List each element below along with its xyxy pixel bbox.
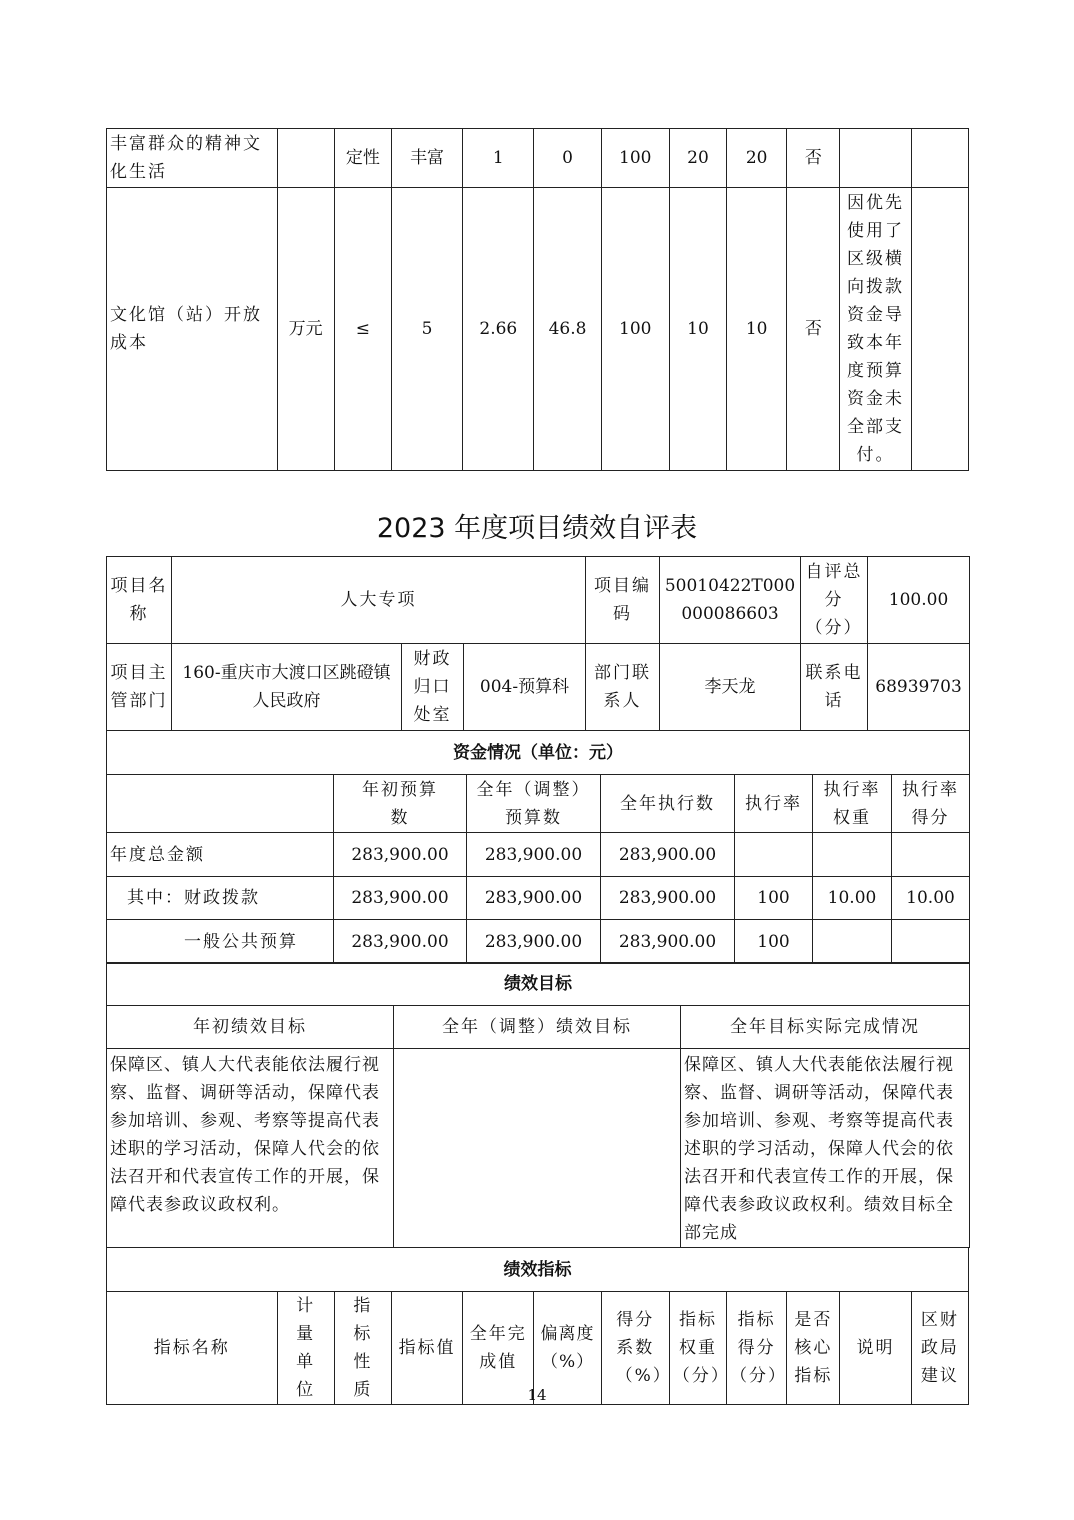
funds-header-executed: 全年执行数 — [601, 775, 735, 833]
funds-table — [106, 730, 970, 964]
table-row — [107, 920, 970, 964]
ind-header-score: 指标得分（分） — [727, 1292, 787, 1405]
project-code: 50010422T000000086603 — [660, 557, 801, 644]
funds-executed: 283,900.00 — [601, 920, 735, 964]
finance-label: 财政归口处室 — [402, 644, 464, 731]
funds-header-rate: 执行率 — [735, 775, 813, 833]
indicator-weight: 10 — [669, 188, 726, 471]
table-row — [107, 877, 970, 920]
table-row — [107, 1248, 969, 1292]
table-row — [107, 557, 970, 644]
indicator-target: 5 — [391, 188, 462, 471]
indicator-actual: 2.66 — [463, 188, 534, 471]
indicator-score: 20 — [727, 129, 787, 188]
funds-initial: 283,900.00 — [334, 877, 467, 920]
funds-initial: 283,900.00 — [334, 833, 467, 877]
dept-label: 项目主管部门 — [107, 644, 172, 731]
goals-header-actual: 全年目标实际完成情况 — [681, 1006, 970, 1049]
self-score-label: 自评总分（分） — [801, 557, 868, 644]
table-row — [107, 775, 970, 833]
goals-table — [106, 962, 970, 1248]
indicators-section-title: 绩效指标 — [107, 1248, 969, 1292]
ind-header-nature: 指标性质 — [334, 1292, 391, 1405]
funds-executed: 283,900.00 — [601, 877, 735, 920]
funds-header-adjusted: 全年（调整）预算数 — [467, 775, 601, 833]
indicator-actual: 1 — [463, 129, 534, 188]
indicator-unit: 万元 — [277, 188, 334, 471]
indicator-nature: ≤ — [334, 188, 391, 471]
indicator-advice — [911, 129, 968, 188]
funds-weight: 10.00 — [813, 877, 892, 920]
funds-rate — [735, 833, 813, 877]
funds-score: 10.00 — [892, 877, 970, 920]
funds-initial: 283,900.00 — [334, 920, 467, 964]
funds-row-label: 年度总金额 — [107, 833, 334, 877]
funds-rate: 100 — [735, 920, 813, 964]
indicator-core: 否 — [787, 188, 840, 471]
ind-header-advice: 区财政局建议 — [911, 1292, 968, 1405]
funds-adjusted: 283,900.00 — [467, 920, 601, 964]
funds-adjusted: 283,900.00 — [467, 833, 601, 877]
contact-label: 部门联系人 — [586, 644, 660, 731]
finance: 004-预算科 — [464, 644, 586, 731]
goals-header-adjusted: 全年（调整）绩效目标 — [394, 1006, 681, 1049]
indicator-continuation-table — [106, 128, 969, 471]
indicator-coef: 100 — [601, 129, 669, 188]
indicator-nature: 定性 — [334, 129, 391, 188]
page-number: 14 — [527, 1386, 547, 1404]
funds-header-initial: 年初预算数 — [334, 775, 467, 833]
funds-weight — [813, 833, 892, 877]
contact: 李天龙 — [660, 644, 801, 731]
indicator-weight: 20 — [669, 129, 726, 188]
funds-row-label: 其中：财政拨款 — [107, 877, 334, 920]
goals-actual: 保障区、镇人大代表能依法履行视察、监督、调研等活动，保障代表参加培训、参观、考察等提高代表述职的学习活动，保障人代会的依法召开和代表宣传工作的开展，保障代表参政议政权利。绩效目标全部完成 — [681, 1049, 970, 1248]
ind-header-deviation: 偏离度（%） — [534, 1292, 601, 1405]
indicator-note — [840, 129, 911, 188]
goals-section-title: 绩效目标 — [107, 963, 970, 1006]
dept: 160-重庆市大渡口区跳磴镇人民政府 — [172, 644, 402, 731]
project-name-label: 项目名称 — [107, 557, 172, 644]
indicator-deviation: 0 — [534, 129, 601, 188]
funds-header-blank — [107, 775, 334, 833]
funds-weight — [813, 920, 892, 964]
table-row — [107, 188, 969, 471]
funds-score — [892, 920, 970, 964]
indicator-coef: 100 — [601, 188, 669, 471]
ind-header-completed: 全年完成值 — [463, 1292, 534, 1405]
indicator-name: 文化馆（站）开放成本 — [107, 188, 278, 471]
funds-score — [892, 833, 970, 877]
funds-section-title: 资金情况（单位：元） — [107, 731, 970, 775]
indicator-unit — [277, 129, 334, 188]
ind-header-name: 指标名称 — [107, 1292, 278, 1405]
goals-initial: 保障区、镇人大代表能依法履行视察、监督、调研等活动，保障代表参加培训、参观、考察等提高代表述职的学习活动，保障人代会的依法召开和代表宣传工作的开展，保障代表参政议政权利。 — [107, 1049, 394, 1248]
goals-adjusted — [394, 1049, 681, 1248]
funds-row-label: 一般公共预算 — [107, 920, 334, 964]
ind-header-core: 是否核心指标 — [787, 1292, 840, 1405]
funds-rate: 100 — [735, 877, 813, 920]
table-row — [107, 731, 970, 775]
ind-header-weight: 指标权重（分） — [669, 1292, 726, 1405]
goals-header-initial: 年初绩效目标 — [107, 1006, 394, 1049]
indicator-target: 丰富 — [391, 129, 462, 188]
table-row — [107, 644, 970, 731]
ind-header-unit: 计量单位 — [277, 1292, 334, 1405]
project-info-table — [106, 556, 970, 731]
indicator-name: 丰富群众的精神文化生活 — [107, 129, 278, 188]
indicator-score: 10 — [727, 188, 787, 471]
table-row — [107, 129, 969, 188]
table-row — [107, 833, 970, 877]
table-row — [107, 1049, 970, 1248]
indicator-deviation: 46.8 — [534, 188, 601, 471]
indicator-core: 否 — [787, 129, 840, 188]
table-row — [107, 1006, 970, 1049]
ind-header-note: 说明 — [840, 1292, 911, 1405]
funds-header-weight: 执行率权重 — [813, 775, 892, 833]
funds-executed: 283,900.00 — [601, 833, 735, 877]
funds-header-score: 执行率得分 — [892, 775, 970, 833]
phone-label: 联系电话 — [801, 644, 868, 731]
page-title: 2023 年度项目绩效自评表 — [376, 513, 698, 544]
indicators-table — [106, 1247, 969, 1405]
table-row — [107, 963, 970, 1006]
ind-header-value: 指标值 — [391, 1292, 462, 1405]
ind-header-coef: 得分系数（%） — [601, 1292, 669, 1405]
project-code-label: 项目编码 — [586, 557, 660, 644]
indicator-note: 因优先使用了区级横向拨款资金导致本年度预算资金未全部支付。 — [840, 188, 911, 471]
funds-adjusted: 283,900.00 — [467, 877, 601, 920]
indicator-advice — [911, 188, 968, 471]
project-name: 人大专项 — [172, 557, 586, 644]
phone: 68939703 — [868, 644, 970, 731]
self-score: 100.00 — [868, 557, 970, 644]
